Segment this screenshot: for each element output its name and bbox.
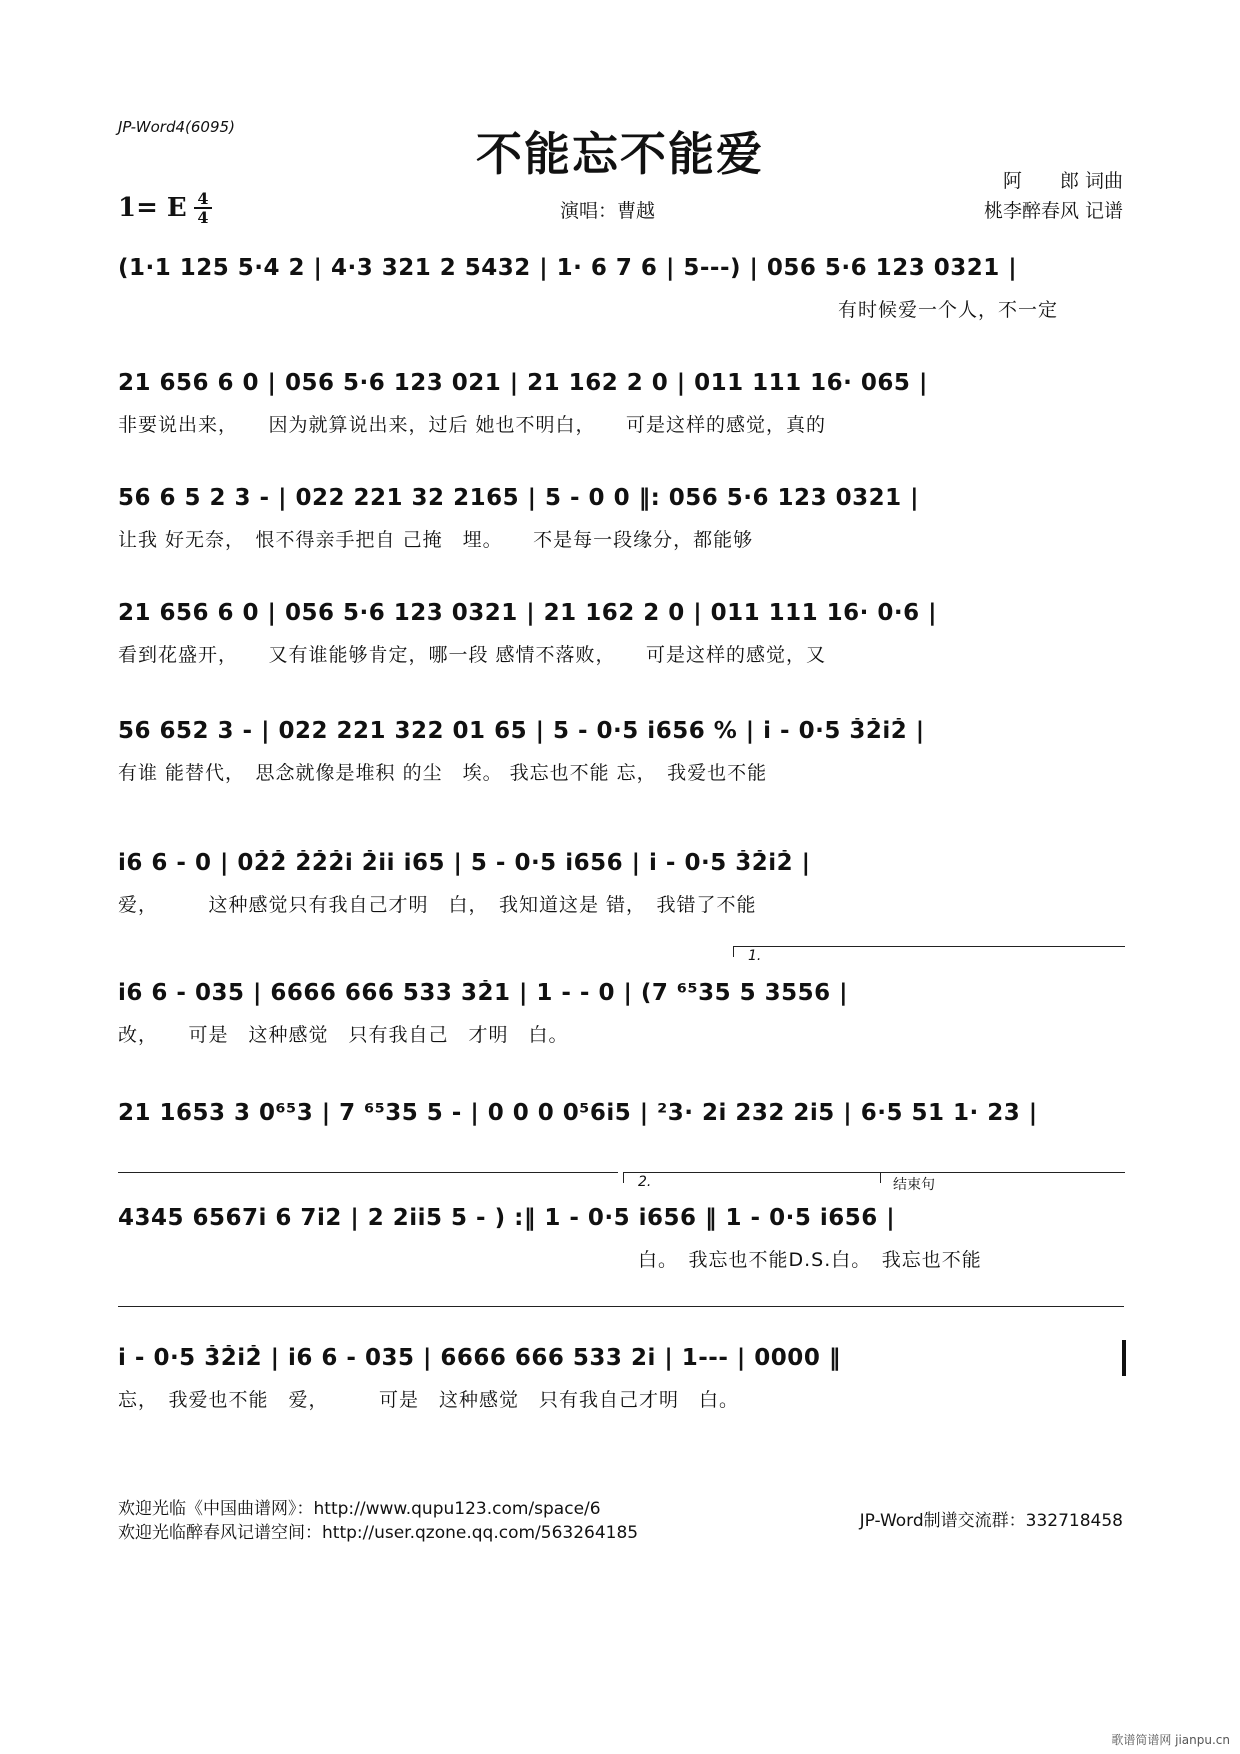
system-notes: 21 1653 3 0⁶⁵3 | 7 ⁶⁵35 5 - | 0 0 0 0⁵6i5 | ²3· 2i 232 2i5 | 6·5 51 1· 23 | xyxy=(118,1100,1038,1126)
transcriber-credit: 桃李醉春风 记谱 xyxy=(983,200,1123,222)
system-8 xyxy=(118,1100,1124,1180)
software-label: JP-Word4(6095) xyxy=(118,118,235,136)
system-lyrics: 非要说出来， 因为就算说出来，过后 她也不明白， 可是这样的感觉，真的 xyxy=(118,414,827,436)
system-notes: 4345 6567i 6 7i2 | 2 2ii5 5 - ) :‖ 1 - 0·5 i656 ‖ 1 - 0·5 i656 | xyxy=(118,1205,896,1231)
singer-credit: 演唱：曹越 xyxy=(560,200,656,222)
time-signature-bottom: 4 xyxy=(194,207,212,226)
system-notes: 56 6 5 2 3 - | 022 221 32 2165 | 5 - 0 0 ‖: 056 5·6 123 0321 | xyxy=(118,485,919,511)
system-7 xyxy=(118,980,1124,1060)
footer-link-qzone[interactable]: 欢迎光临醉春风记谱空间：http://user.qzone.qq.com/563264185 xyxy=(118,1523,639,1543)
system-4 xyxy=(118,600,1124,680)
system-5 xyxy=(118,718,1124,798)
first-ending-label: 1. xyxy=(748,948,762,964)
final-barline xyxy=(1122,1340,1126,1376)
system-2 xyxy=(118,370,1124,450)
second-ending-bracket xyxy=(623,1172,880,1183)
system-3 xyxy=(118,485,1124,565)
system-notes: (1·1 125 5·4 2 | 4·3 321 2 5432 | 1· 6 7 6 | 5---) | 056 5·6 123 0321 | xyxy=(118,255,1018,281)
system-lyrics: 白。 我忘也不能D.S.白。 我忘也不能 xyxy=(638,1249,982,1271)
time-signature xyxy=(194,190,212,226)
time-signature-top: 4 xyxy=(197,189,209,208)
system-lyrics: 让我 好无奈， 恨不得亲手把自 己掩 埋。 不是每一段缘分，都能够 xyxy=(118,529,754,551)
system-notes: 56 652 3 - | 022 221 322 01 65 | 5 - 0·5 i656 % | i - 0·5 3̇2̇i2̇ | xyxy=(118,718,925,744)
system-6 xyxy=(118,850,1124,930)
ending-phrase-label: 结束句 xyxy=(893,1177,935,1193)
system-lyrics: 看到花盛开， 又有谁能够肯定，哪一段 感情不落败， 可是这样的感觉，又 xyxy=(118,644,827,666)
system-lyrics: 忘， 我爱也不能 爱， 可是 这种感觉 只有我自己才明 白。 xyxy=(118,1389,740,1411)
repeat-bracket xyxy=(118,1172,618,1183)
system-1 xyxy=(118,255,1124,335)
second-ending-label: 2. xyxy=(638,1174,652,1190)
song-title: 不能忘不能爱 xyxy=(476,127,764,181)
system-lyrics: 爱， 这种感觉只有我自己才明 白， 我知道这是 错， 我错了不能 xyxy=(118,894,757,916)
system-notes: i6 6 - 035 | 6666 666 533 32̇1 | 1 - - 0 | (7 ⁶⁵35 5 3556 | xyxy=(118,980,849,1006)
footer-group: JP-Word制谱交流群：332718458 xyxy=(859,1511,1123,1531)
first-ending-bracket xyxy=(733,946,1125,957)
footer-link-qupu[interactable]: 欢迎光临《中国曲谱网》：http://www.qupu123.com/space/6 xyxy=(118,1499,601,1519)
system-notes: 21 656 6 0 | 056 5·6 123 0321 | 21 162 2 0 | 011 111 16· 0·6 | xyxy=(118,600,938,626)
system-notes: i6 6 - 0 | 02̇2̇ 2̇2̇2̇i 2̇ii i65 | 5 - 0·5 i656 | i - 0·5 3̇2̇i2̇ | xyxy=(118,850,811,876)
system-9 xyxy=(118,1205,1124,1285)
system-notes: 21 656 6 0 | 056 5·6 123 021 | 21 162 2 0 | 011 111 16· 065 | xyxy=(118,370,928,396)
system-lyrics: 有谁 能替代， 思念就像是堆积 的尘 埃。 我忘也不能 忘， 我爱也不能 xyxy=(118,762,768,784)
system-lyrics: 改， 可是 这种感觉 只有我自己 才明 白。 xyxy=(118,1024,569,1046)
system-10 xyxy=(118,1345,1124,1425)
coda-bracket xyxy=(118,1306,1124,1317)
system-notes: i - 0·5 3̇2̇i2̇ | i6 6 - 035 | 6666 666 533 2i | 1--- | 0000 ‖ xyxy=(118,1345,841,1371)
system-lyrics: 有时候爱一个人，不一定 xyxy=(838,299,1059,321)
key-signature: 1= E xyxy=(118,193,187,223)
watermark: 歌谱简谱网 jianpu.cn xyxy=(1111,1733,1230,1747)
lyricist-composer-credit: 阿 郎 词曲 xyxy=(1002,170,1123,192)
